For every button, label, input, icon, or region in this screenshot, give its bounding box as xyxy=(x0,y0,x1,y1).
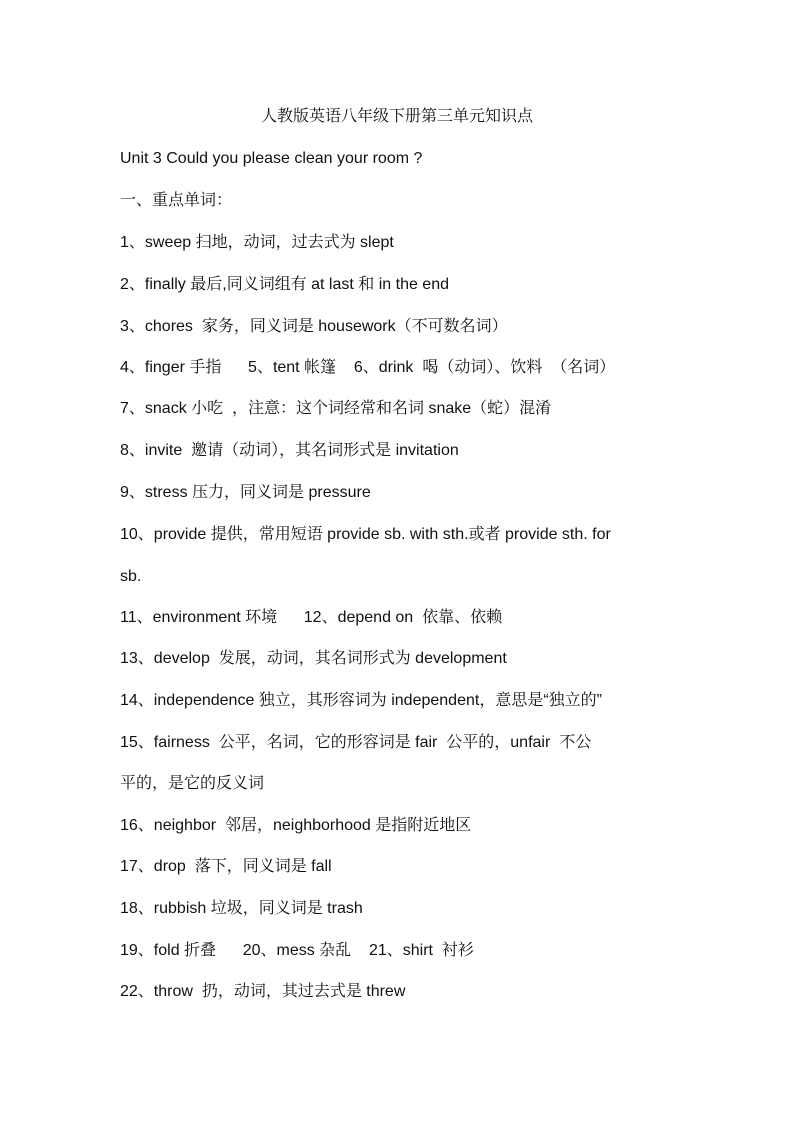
section-heading: 一、重点单词： xyxy=(120,192,233,209)
document-title: 人教版英语八年级下册第三单元知识点 xyxy=(260,108,533,125)
vocab-line: 14、independence 独立，其形容词为 independent，意思是“独立的” xyxy=(120,692,602,709)
vocab-line: 15、fairness 公平，名词，它的形容词是 fair 公平的，unfair 不公 xyxy=(120,734,592,751)
vocab-line: 10、provide 提供，常用短语 provide sb. with sth.或者 provide sth. for xyxy=(120,526,611,543)
vocab-line: 3、chores 家务，同义词是 housework（不可数名词） xyxy=(120,318,508,335)
vocab-line: 8、invite 邀请（动词），其名词形式是 invitation xyxy=(120,442,459,459)
vocab-line: 19、fold 折叠 20、mess 杂乱 21、shirt 衬衫 xyxy=(120,942,474,959)
vocab-line: 13、develop 发展，动词，其名词形式为 development xyxy=(120,650,507,667)
vocab-line: 9、stress 压力，同义词是 pressure xyxy=(120,484,371,501)
vocab-line-continuation: 平的，是它的反义词 xyxy=(120,775,265,792)
vocab-line: 18、rubbish 垃圾，同义词是 trash xyxy=(120,900,363,917)
vocab-line: 4、finger 手指 5、tent 帐篷 6、drink 喝（动词）、饮料 （名词） xyxy=(120,359,616,376)
vocab-line: 7、snack 小吃 ，注意：这个词经常和名词 snake（蛇）混淆 xyxy=(120,400,552,417)
vocab-line: 16、neighbor 邻居，neighborhood 是指附近地区 xyxy=(120,817,472,834)
vocab-line: 2、finally 最后,同义词组有 at last 和 in the end xyxy=(120,276,450,293)
vocab-line: 17、drop 落下，同义词是 fall xyxy=(120,858,332,875)
vocab-line: 11、environment 环境 12、depend on 依靠、依赖 xyxy=(120,609,503,626)
vocab-line: 22、throw 扔，动词，其过去式是 threw xyxy=(120,983,406,1000)
vocab-line: 1、sweep 扫地，动词，过去式为 slept xyxy=(120,234,394,251)
unit-heading: Unit 3 Could you please clean your room ? xyxy=(120,150,423,167)
vocab-line-continuation: sb. xyxy=(120,568,142,585)
